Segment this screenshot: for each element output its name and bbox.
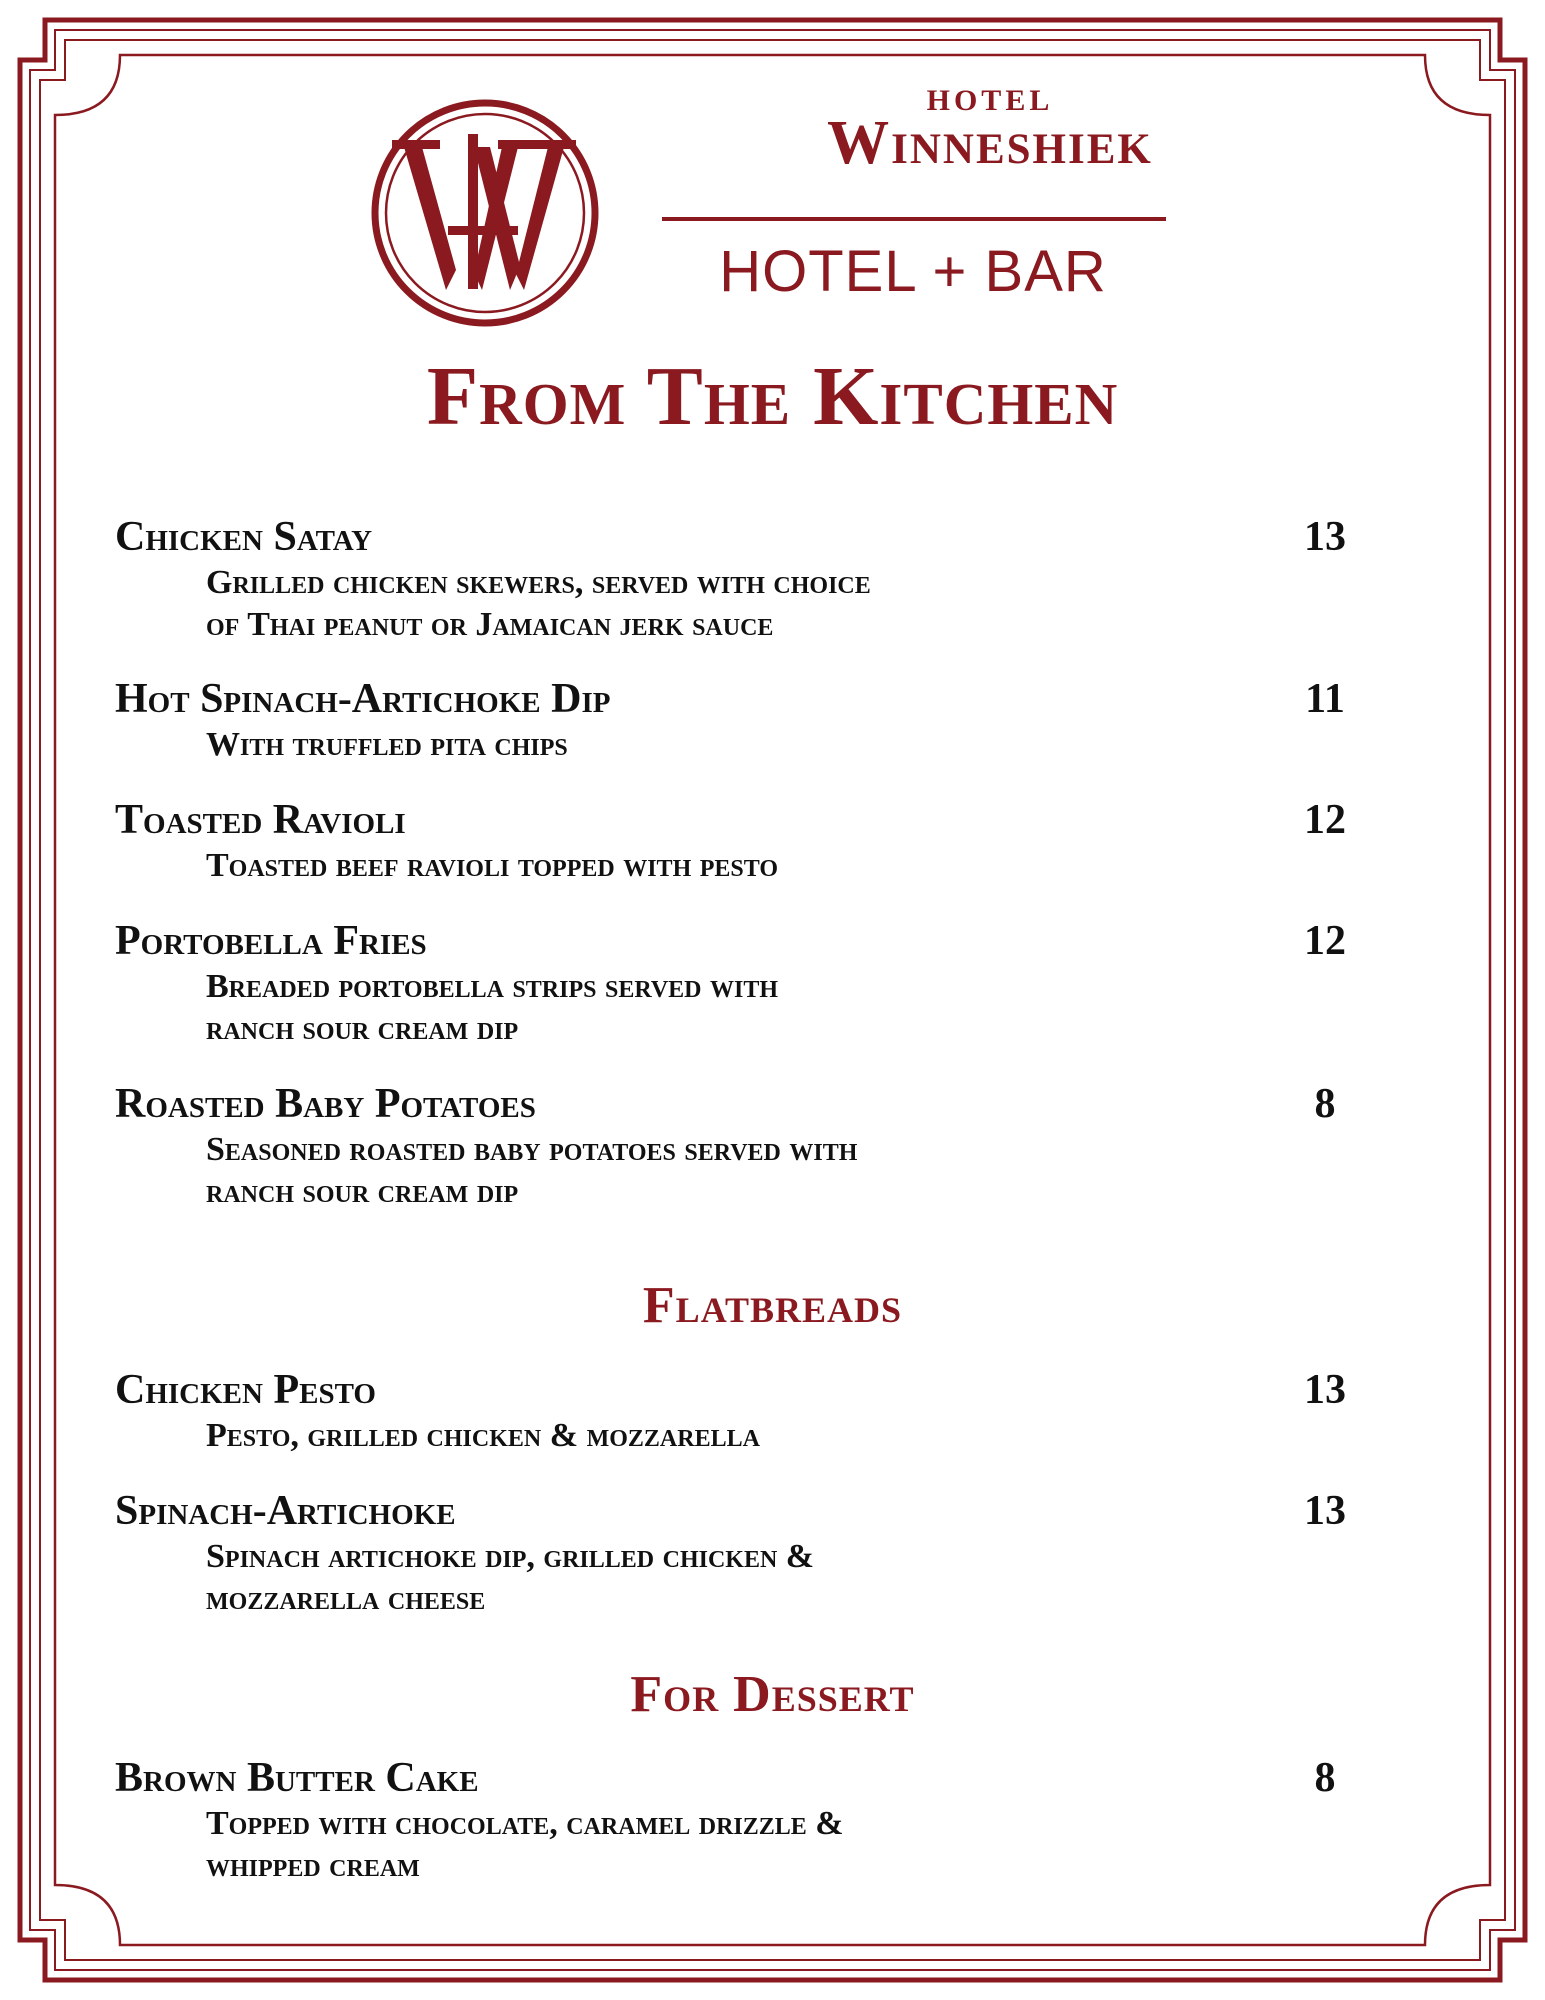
menu-item-description: Topped with chocolate, caramel drizzle & [206, 1805, 844, 1842]
menu-item-price: 12 [1304, 918, 1346, 964]
menu-item-description: mozzarella cheese [206, 1580, 486, 1617]
menu-item-price: 13 [1304, 1367, 1346, 1413]
menu-item-price: 13 [1304, 1488, 1346, 1534]
menu-item-description: Toasted beef ravioli topped with pesto [206, 847, 778, 884]
brand-hotel-label: HOTEL [926, 84, 1054, 117]
menu-item-name: Chicken Pesto [115, 1367, 376, 1413]
brand-name: Winneshiek [827, 109, 1153, 177]
hotel-logo [370, 98, 600, 328]
menu-item-name: Roasted Baby Potatoes [115, 1081, 536, 1127]
menu-item-price: 11 [1305, 676, 1345, 722]
menu-item-name: Hot Spinach-Artichoke Dip [115, 676, 611, 722]
menu-item-price: 13 [1304, 514, 1346, 560]
brand-divider [662, 217, 1166, 221]
menu-item-price: 12 [1304, 797, 1346, 843]
menu-item-name: Toasted Ravioli [115, 797, 406, 843]
menu-item-description: of Thai peanut or Jamaican jerk sauce [206, 606, 774, 643]
menu-item-description: whipped cream [206, 1847, 420, 1884]
page-title: From The Kitchen [426, 350, 1119, 443]
menu-item-name: Portobella Fries [115, 918, 427, 964]
brand-subtitle: HOTEL + BAR [719, 239, 1107, 304]
menu-item-description: Seasoned roasted baby potatoes served with [206, 1131, 858, 1168]
menu-item-description: Pesto, grilled chicken & mozzarella [206, 1417, 760, 1454]
menu-item-name: Chicken Satay [115, 514, 373, 560]
menu-item-name: Brown Butter Cake [115, 1755, 479, 1801]
menu-item-price: 8 [1314, 1755, 1336, 1801]
section-title-flatbreads: Flatbreads [642, 1277, 903, 1334]
menu-item-price: 8 [1314, 1081, 1336, 1127]
menu-item-description: ranch sour cream dip [206, 1173, 519, 1210]
menu-item-description: Grilled chicken skewers, served with choice [206, 564, 871, 601]
menu-item-description: With truffled pita chips [206, 726, 568, 763]
menu-item-description: Breaded portobella strips served with [206, 968, 779, 1005]
menu-item-description: Spinach artichoke dip, grilled chicken & [206, 1538, 815, 1575]
section-title-dessert: For Dessert [630, 1666, 915, 1723]
menu-item-description: ranch sour cream dip [206, 1010, 519, 1047]
menu-item-name: Spinach-Artichoke [115, 1488, 456, 1534]
